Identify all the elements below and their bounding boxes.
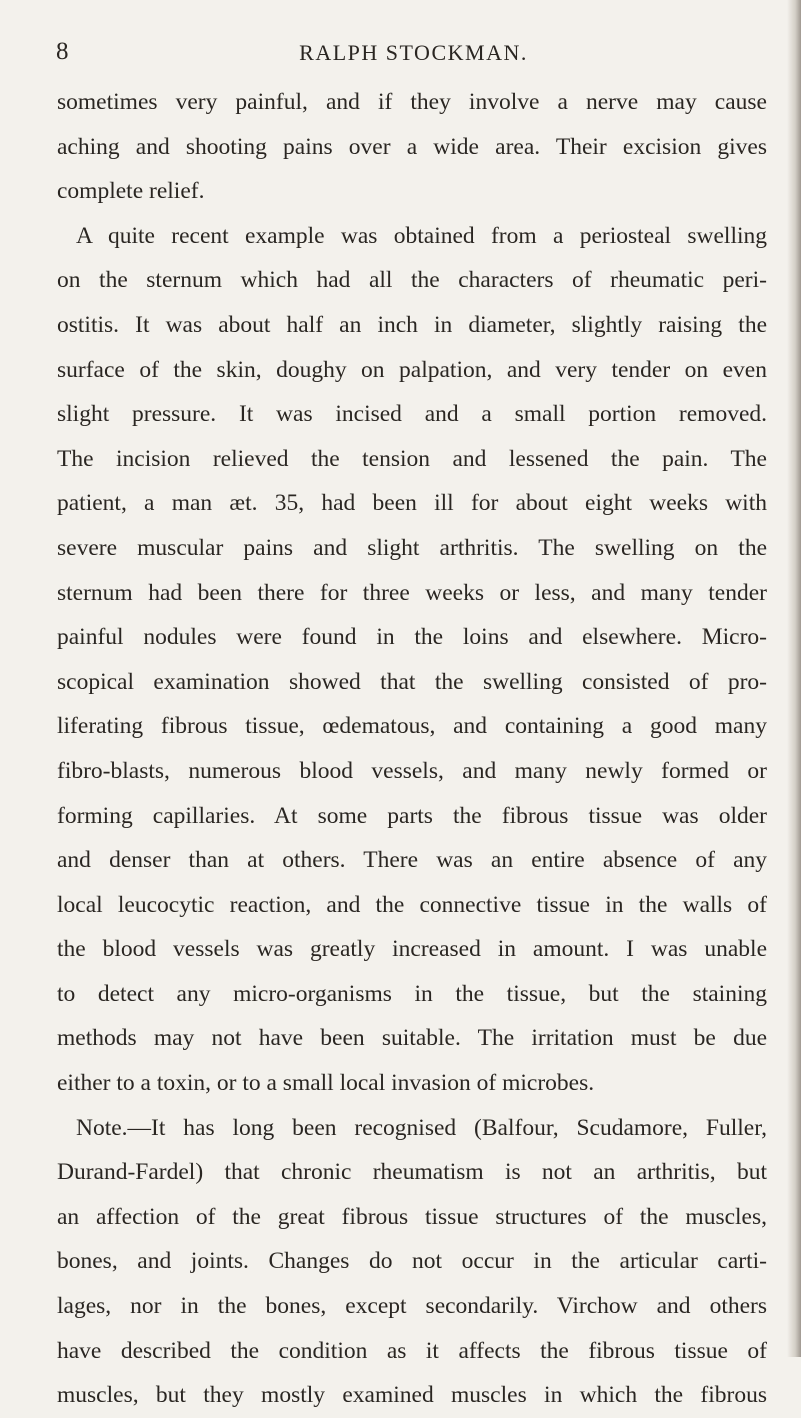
text-line: painful nodules were found in the loins and elsewhere. Micro- [57, 624, 767, 651]
page-edge-shadow [787, 0, 801, 1357]
text-line: and denser than at others. There was an entire absence of any [57, 847, 767, 874]
body-text [57, 80, 767, 1418]
text-line: forming capillaries. At some parts the fibrous tissue was older [57, 802, 767, 829]
running-head: RALPH STOCKMAN. [299, 40, 528, 65]
text-line: local leucocytic reaction, and the connective tissue in the walls of [57, 891, 767, 918]
text-line: fibro-blasts, numerous blood vessels, and many newly formed or [57, 757, 767, 784]
text-line: to detect any micro-organisms in the tissue, but the staining [57, 980, 767, 1007]
text-line: lages, nor in the bones, except secondarily. Virchow and others [57, 1293, 767, 1320]
text-line: slight pressure. It was incised and a small portion removed. [57, 401, 767, 428]
text-line: complete relief. [57, 178, 205, 205]
text-line: the blood vessels was greatly increased in amount. I was unable [57, 936, 767, 963]
text-line: on the sternum which had all the characters of rheumatic peri- [57, 267, 767, 294]
text-line: ostitis. It was about half an inch in diameter, slightly raising the [57, 311, 767, 338]
text-line: bones, and joints. Changes do not occur in the articular carti- [57, 1248, 767, 1275]
text-line: sometimes very painful, and if they involve a nerve may cause [57, 89, 767, 115]
text-line: severe muscular pains and slight arthritis. The swelling on the [57, 534, 767, 561]
text-line: methods may not have been suitable. The irritation must be due [57, 1025, 767, 1052]
text-line: muscles, but they mostly examined muscles in which the fibrous [57, 1382, 767, 1409]
text-line: sternum had been there for three weeks or less, and many tender [57, 579, 767, 606]
page-number: 8 [56, 38, 69, 65]
text-line: aching and shooting pains over a wide area. Their excision gives [57, 133, 767, 160]
text-line: surface of the skin, doughy on palpation, and very tender on even [57, 356, 767, 383]
text-line: have described the condition as it affects the fibrous tissue of [57, 1337, 767, 1364]
text-line: an affection of the great fibrous tissue structures of the muscles, [57, 1203, 767, 1230]
text-line: liferating fibrous tissue, œdematous, and containing a good many [57, 713, 767, 740]
text-line: A quite recent example was obtained from a periosteal swelling [76, 222, 767, 249]
text-line: Durand-Fardel) that chronic rheumatism is not an arthritis, but [57, 1159, 767, 1186]
text-line: patient, a man æt. 35, had been ill for about eight weeks with [57, 490, 767, 517]
text-line: Note.—It has long been recognised (Balfour, Scudamore, Fuller, [76, 1114, 767, 1141]
text-line: either to a toxin, or to a small local invasion of microbes. [57, 1070, 595, 1097]
text-line: scopical examination showed that the swelling consisted of pro- [57, 668, 767, 695]
text-line: The incision relieved the tension and lessened the pain. The [57, 445, 767, 472]
page-header [0, 36, 801, 76]
